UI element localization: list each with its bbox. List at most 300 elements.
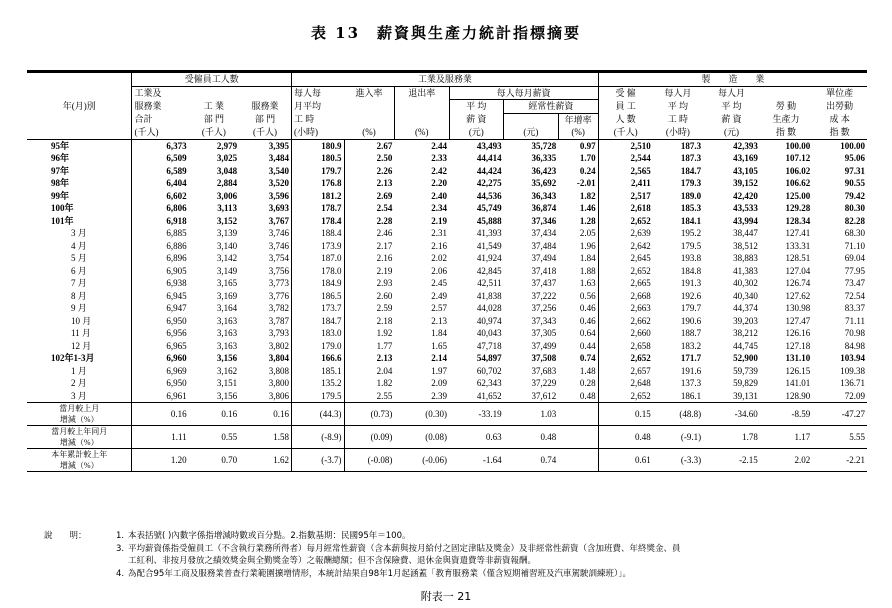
table-cell: 40,302: [733, 278, 758, 288]
table-cell: 126.74: [785, 278, 811, 288]
table-cell: 2,668: [630, 290, 651, 301]
table-cell: 2,979: [216, 140, 238, 151]
table-cell: 126.15: [785, 365, 811, 376]
table-cell: 184.8: [680, 265, 702, 276]
note-number: 4.: [116, 568, 125, 579]
table-cell: 1.92: [344, 327, 394, 340]
comparison-cell: 1.78: [703, 426, 760, 449]
table-cell: -2.01: [558, 177, 598, 190]
table-cell: 42,420: [733, 190, 758, 201]
table-cell: 42,511: [477, 278, 502, 288]
table-cell: 60,702: [476, 365, 502, 376]
table-cell: 3,596: [239, 190, 291, 203]
table-cell: 3,540: [239, 165, 291, 178]
table-cell: 127.47: [785, 315, 811, 326]
header-row-label: [27, 86, 132, 100]
table-cell: 187.3: [680, 153, 702, 163]
table-cell: 2.50: [344, 152, 394, 165]
header-labor-productivity: 指 數: [760, 126, 812, 139]
table-cell: 3,163: [216, 340, 238, 351]
table-cell: 39,203: [733, 315, 758, 326]
table-cell: 3,151: [216, 378, 238, 388]
table-cell: 37,305: [531, 328, 557, 338]
table-cell: 1.84: [558, 252, 598, 265]
table-cell: 36,335: [531, 153, 557, 163]
table-cell: 127.62: [785, 290, 811, 301]
header-growth-rate: (%): [558, 126, 598, 139]
row-label: 97年: [27, 165, 132, 178]
comparison-cell: (-3.7): [292, 449, 344, 472]
table-cell: 185.3: [680, 203, 702, 213]
table-cell: 72.09: [844, 390, 865, 401]
comparison-label-line2: 增減（%）: [59, 438, 99, 447]
table-cell: 38,512: [733, 240, 758, 251]
header-exit-rate: [394, 100, 449, 114]
table-cell: 2.05: [558, 227, 598, 240]
comparison-cell: (-0.08): [344, 449, 394, 472]
table-cell: 3,152: [216, 215, 238, 226]
comparison-row: [27, 426, 867, 449]
row-label: 12 月: [27, 340, 132, 353]
comparison-label-line1: 當月較上月: [59, 404, 100, 413]
table-cell: 6,969: [166, 365, 187, 376]
table-cell: 129.28: [785, 203, 811, 213]
table-cell: 2.34: [431, 203, 448, 213]
table-cell: 3,782: [239, 302, 291, 315]
table-cell: 2.09: [431, 378, 448, 388]
table-cell: 44,374: [733, 303, 758, 313]
note-text: 工紅利、非按月發放之績效獎金與全勤獎金等）之報酬總額；但不含保險費、退休金與資遣費等非薪資報酬。: [128, 556, 537, 566]
table-row: [27, 302, 867, 315]
table-cell: 2,660: [630, 328, 651, 338]
table-cell: 0.46: [558, 315, 598, 328]
header-hours: 月平均: [294, 101, 322, 111]
comparison-cell: 0.61: [598, 449, 653, 472]
table-cell: 2.16: [431, 240, 448, 251]
table-cell: 44,414: [476, 153, 502, 163]
table-cell: 3,693: [239, 202, 291, 215]
table-cell: 41,924: [476, 253, 502, 263]
table-cell: 3,006: [216, 190, 238, 201]
table-cell: 1.84: [431, 328, 448, 338]
comparison-label: [27, 403, 132, 426]
header-service-employees: 部 門: [239, 113, 291, 126]
notes-label-spacer: [44, 543, 116, 556]
table-cell: 40,043: [476, 328, 502, 338]
header-industry-employees: 工 業: [203, 101, 224, 111]
table-cell: 39,152: [733, 178, 758, 188]
notes-label: 說 明：: [44, 531, 87, 541]
table-cell: 2.13: [344, 352, 394, 365]
table-cell: 3,164: [216, 303, 238, 313]
table-cell: 70.98: [844, 328, 865, 338]
table-cell: 2.13: [344, 177, 394, 190]
table-cell: 82.28: [844, 215, 865, 226]
table-cell: 179.7: [321, 165, 342, 176]
header-total-employees: (千人): [132, 126, 189, 139]
table-cell: 42,845: [476, 265, 502, 276]
table-cell: 2.14: [431, 353, 448, 363]
table-cell: 2.45: [431, 278, 448, 288]
table-cell: 141.01: [785, 378, 811, 388]
table-cell: 2.67: [344, 139, 394, 152]
header-growth-rate: 年增率: [558, 113, 598, 126]
table-cell: 127.41: [785, 228, 811, 238]
row-label: 102年1-3月: [27, 352, 132, 365]
table-cell: 2.20: [431, 178, 448, 188]
table-cell: 36,874: [531, 203, 557, 213]
table-cell: 3,113: [217, 203, 238, 213]
row-label: 6 月: [27, 265, 132, 278]
table-cell: 3,800: [239, 377, 291, 390]
header-mfg-wage: (元): [703, 126, 760, 139]
table-cell: 41,838: [476, 290, 502, 301]
table-cell: 2.44: [431, 140, 448, 151]
header-mfg-wage: 薪 資: [721, 114, 742, 125]
header-entry-rate: (%): [344, 126, 394, 139]
table-cell: 3,746: [239, 227, 291, 240]
comparison-cell: -47.27: [812, 403, 867, 426]
table-cell: 2,652: [630, 390, 651, 401]
table-cell: 189.0: [680, 190, 702, 201]
table-cell: 185.1: [321, 365, 342, 376]
header-mfg-employees: 員 工: [615, 101, 636, 111]
row-label: 9 月: [27, 302, 132, 315]
table-row: [27, 240, 867, 253]
table-cell: 178.7: [321, 203, 342, 213]
header-avg-wage: 平 均: [449, 100, 504, 114]
table-cell: 166.6: [321, 353, 342, 363]
table-cell: 3,156: [216, 390, 238, 401]
table-cell: 1.88: [558, 265, 598, 278]
table-cell: 183.2: [680, 340, 702, 351]
table-cell: 128.34: [785, 215, 811, 226]
statistics-table: [27, 70, 867, 472]
table-cell: 2.59: [344, 302, 394, 315]
row-label: 3 月: [27, 227, 132, 240]
table-cell: 2.19: [344, 265, 394, 278]
table-row: [27, 190, 867, 203]
table-cell: 1.82: [558, 190, 598, 203]
table-cell: 6,509: [166, 153, 187, 163]
table-cell: 2,645: [630, 253, 651, 263]
table-cell: 2.31: [431, 228, 448, 238]
table-cell: 2,652: [630, 215, 651, 226]
table-cell: 186.1: [680, 390, 702, 401]
row-label: 100年: [27, 202, 132, 215]
table-row: [27, 202, 867, 215]
header-industry-service: 工業及服務業: [292, 72, 599, 87]
table-title: 表 13 薪資與生產力統計指標摘要: [310, 24, 582, 42]
table-cell: 2.19: [431, 215, 448, 226]
table-cell: 3,776: [239, 290, 291, 303]
table-cell: 42,275: [476, 178, 502, 188]
table-cell: 2.28: [344, 215, 394, 228]
table-cell: 2.55: [344, 390, 394, 403]
table-cell: 128.51: [785, 253, 811, 263]
table-cell: 3,746: [239, 240, 291, 253]
table-cell: 6,918: [166, 215, 187, 226]
table-cell: 6,589: [166, 165, 187, 176]
table-cell: 179.3: [680, 178, 702, 188]
row-label: 96年: [27, 152, 132, 165]
table-cell: 127.18: [785, 340, 811, 351]
table-cell: 180.5: [321, 153, 342, 163]
table-cell: 71.11: [845, 315, 865, 326]
table-cell: 2.57: [431, 303, 448, 313]
table-cell: 0.64: [558, 327, 598, 340]
table-row: [27, 365, 867, 378]
table-row: [27, 327, 867, 340]
table-cell: 176.8: [321, 178, 342, 188]
comparison-cell: -33.19: [449, 403, 504, 426]
table-cell: 179.0: [321, 340, 342, 351]
table-cell: 37,229: [531, 378, 557, 388]
table-cell: 37,508: [531, 353, 557, 363]
table-cell: 3,149: [216, 265, 238, 276]
table-cell: 73.47: [844, 278, 865, 288]
table-cell: 3,806: [239, 390, 291, 403]
table-cell: 2.33: [431, 153, 448, 163]
table-cell: 35,692: [531, 178, 557, 188]
table-row: [27, 177, 867, 190]
header-total-employees: 合計: [134, 114, 153, 125]
table-cell: 0.44: [558, 340, 598, 353]
row-label: 1 月: [27, 365, 132, 378]
comparison-cell: (44.3): [292, 403, 344, 426]
header-labor-productivity: 生產力: [772, 114, 800, 125]
header-hours: 工 時: [294, 114, 315, 125]
note-item: [44, 530, 884, 543]
table-cell: 6,956: [166, 328, 187, 338]
header-exit-rate: [394, 113, 449, 126]
table-cell: 0.56: [558, 290, 598, 303]
table-row: [27, 227, 867, 240]
table-cell: 128.90: [785, 390, 811, 401]
table-cell: 0.48: [558, 390, 598, 403]
table-cell: 41,652: [476, 390, 502, 401]
row-label: 2 月: [27, 377, 132, 390]
header-hours: 每人每: [294, 87, 322, 98]
table-row: [27, 152, 867, 165]
comparison-label-line2: 增減（%）: [59, 461, 99, 470]
table-cell: 2,544: [630, 153, 651, 163]
table-cell: 106.02: [785, 165, 811, 176]
table-row: [27, 165, 867, 178]
header-regular-wage: 經常性薪資: [504, 100, 599, 114]
table-cell: 6,945: [166, 290, 187, 301]
comparison-cell: 2.02: [760, 449, 812, 472]
table-cell: 100.00: [785, 140, 811, 151]
header-row-label: [27, 113, 132, 126]
table-cell: 2,510: [630, 140, 651, 151]
table-cell: 2,657: [630, 365, 651, 376]
table-cell: 59,739: [733, 365, 758, 376]
table-cell: 3,802: [239, 340, 291, 353]
table-cell: 1.96: [558, 240, 598, 253]
table-cell: 2,663: [630, 303, 651, 313]
table-cell: 3,773: [239, 277, 291, 290]
table-cell: 3,162: [216, 365, 238, 376]
row-label: 98年: [27, 177, 132, 190]
comparison-cell: 1.03: [504, 403, 559, 426]
table-row: [27, 290, 867, 303]
table-cell: 193.8: [680, 253, 702, 263]
table-cell: 6,404: [166, 178, 187, 188]
table-cell: 6,806: [166, 203, 187, 213]
comparison-cell: 1.17: [760, 426, 812, 449]
header-mfg-hours: 每人月: [664, 87, 692, 98]
table-cell: 2.46: [344, 227, 394, 240]
table-cell: 1.77: [344, 340, 394, 353]
table-row: [27, 215, 867, 228]
table-cell: 2.26: [344, 165, 394, 178]
comparison-label: [27, 426, 132, 449]
note-number: 3.: [116, 543, 125, 554]
table-cell: 90.55: [844, 178, 865, 188]
table-cell: 37,222: [531, 290, 557, 301]
table-cell: 3,520: [239, 177, 291, 190]
comparison-row: [27, 403, 867, 426]
comparison-cell: [558, 403, 598, 426]
header-service-employees: 服務業: [239, 100, 291, 114]
comparison-cell: -34.60: [703, 403, 760, 426]
table-cell: 188.4: [321, 228, 342, 238]
header-total-employees: 工業及: [134, 87, 162, 98]
table-cell: 3,156: [216, 353, 238, 363]
table-cell: 2.69: [344, 190, 394, 203]
notes-label-spacer: [44, 568, 116, 581]
table-cell: 171.7: [680, 353, 702, 363]
header-mfg-employees: 人 數: [615, 114, 636, 125]
header-entry-rate: [344, 113, 394, 126]
table-cell: 2.49: [431, 290, 448, 301]
note-text: 平均薪資係指受僱員工（不含執行業務所得者）每月經常性薪資（含本薪與按月給付之固定津貼及獎金）及非經常性薪資（含加班費、年終獎金、員: [128, 543, 681, 554]
table-cell: 44,424: [476, 165, 502, 176]
table-row: [27, 252, 867, 265]
table-cell: 188.7: [680, 328, 702, 338]
table-cell: 178.0: [321, 265, 342, 276]
header-mfg-employees: (千人): [598, 126, 653, 139]
table-cell: 126.16: [785, 328, 811, 338]
table-cell: 44,745: [733, 340, 758, 351]
table-cell: 83.37: [844, 303, 865, 313]
table-cell: 2,652: [630, 353, 651, 363]
note-item: [44, 555, 884, 568]
comparison-cell: 0.16: [239, 403, 291, 426]
header-mfg-wage: 平 均: [721, 101, 742, 111]
table-cell: 43,533: [733, 203, 758, 213]
header-total-employees: 服務業: [134, 101, 162, 111]
comparison-cell: 0.74: [504, 449, 559, 472]
table-cell: 183.0: [321, 328, 342, 338]
table-cell: 3,787: [239, 315, 291, 328]
row-label: 10 月: [27, 315, 132, 328]
table-cell: 109.38: [840, 365, 865, 376]
table-cell: 184.1: [680, 215, 702, 226]
header-unit-labor-cost: 單位產: [826, 87, 854, 98]
table-cell: 43,994: [733, 215, 758, 226]
table-cell: 72.54: [844, 290, 865, 301]
table-cell: 2.16: [344, 252, 394, 265]
table-cell: 2,642: [630, 240, 651, 251]
row-label: 5 月: [27, 252, 132, 265]
note-number: [116, 555, 128, 568]
table-cell: 3,767: [239, 215, 291, 228]
table-cell: 6,885: [166, 228, 187, 238]
table-cell: 2,618: [630, 203, 651, 213]
comparison-cell: (-3.3): [653, 449, 703, 472]
header-manufacturing: 製 造 業: [598, 72, 867, 87]
header-hours: (小時): [292, 126, 344, 139]
table-cell: 0.97: [558, 139, 598, 152]
table-cell: 1.82: [344, 377, 394, 390]
table-cell: 2.39: [431, 390, 448, 401]
comparison-label-line1: 當月較上年同月: [51, 427, 108, 436]
comparison-cell: (48.8): [653, 403, 703, 426]
header-avg-wage: 薪 資: [449, 113, 504, 126]
table-cell: 3,142: [216, 253, 238, 263]
comparison-cell: 1.62: [239, 449, 291, 472]
note-number: 1.: [116, 531, 125, 541]
row-label: 7 月: [27, 277, 132, 290]
table-cell: 37,499: [531, 340, 557, 351]
table-cell: 195.2: [680, 228, 702, 238]
table-cell: 2,639: [630, 228, 651, 238]
table-cell: 184.7: [680, 165, 702, 176]
table-cell: 0.28: [558, 377, 598, 390]
comparison-cell: 0.63: [449, 426, 504, 449]
table-cell: 2.04: [344, 365, 394, 378]
comparison-cell: 0.48: [598, 426, 653, 449]
table-row: [27, 315, 867, 328]
table-cell: 178.4: [321, 215, 342, 226]
table-cell: 6,886: [166, 240, 187, 251]
table-cell: 191.6: [680, 365, 702, 376]
header-exit-rate: (%): [394, 126, 449, 139]
table-cell: 42,393: [733, 140, 758, 151]
table-cell: 37,343: [531, 315, 557, 326]
table-cell: 79.42: [844, 190, 865, 201]
table-cell: 2,665: [630, 278, 651, 288]
table-cell: 3,140: [216, 240, 238, 251]
row-label: 8 月: [27, 290, 132, 303]
table-cell: 1.65: [431, 340, 448, 351]
table-cell: 3,808: [239, 365, 291, 378]
header-mfg-wage: 每人月: [717, 87, 745, 98]
note-text: 為配合95年工商及服務業普查行業範圍擴增情形，本統計結果自98年1月起涵蓋「教育服務業（僅含短期補習班及汽車駕駛訓練班）」。: [128, 568, 632, 579]
comparison-cell: 0.15: [598, 403, 653, 426]
comparison-cell: (0.30): [394, 403, 449, 426]
table-cell: 2.06: [431, 265, 448, 276]
table-cell: 6,961: [166, 390, 187, 401]
header-mfg-employees: 受 僱: [615, 87, 636, 98]
table-cell: 3,139: [216, 228, 238, 238]
header-entry-rate: [344, 100, 394, 114]
table-row: [27, 340, 867, 353]
table-cell: 36,423: [531, 165, 557, 176]
table-cell: 41,393: [476, 228, 502, 238]
table-cell: 0.74: [558, 352, 598, 365]
table-cell: 2,662: [630, 315, 651, 326]
comparison-cell: 0.70: [189, 449, 239, 472]
table-cell: 3,754: [239, 252, 291, 265]
header-mfg-hours: (小時): [653, 126, 703, 139]
table-cell: 43,105: [733, 165, 758, 176]
table-cell: 135.2: [321, 378, 342, 388]
table-cell: 45,888: [476, 215, 502, 226]
table-cell: 6,950: [166, 378, 187, 388]
